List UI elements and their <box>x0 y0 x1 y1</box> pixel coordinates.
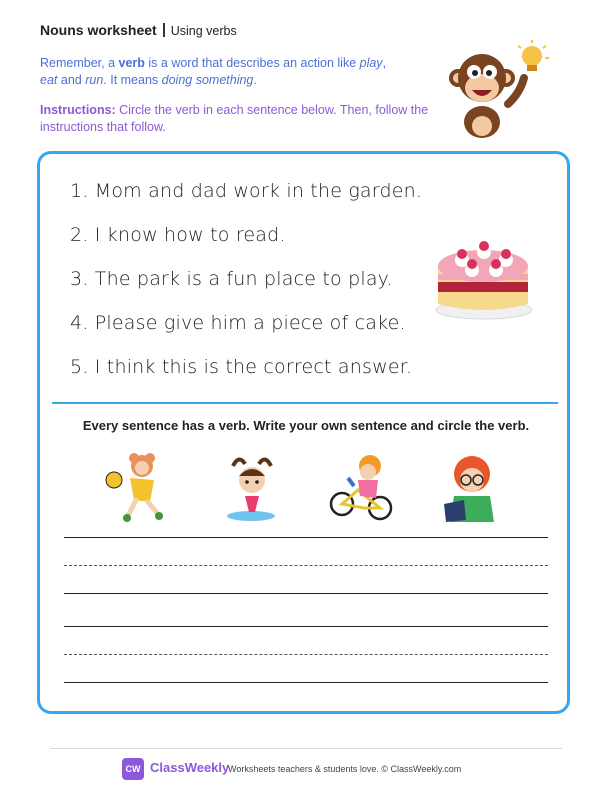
intro-part: and <box>57 73 86 87</box>
sentence-5: 5. I think this is the correct answer. <box>70 356 413 378</box>
intro-part: , <box>382 56 387 70</box>
sentence-2: 2. I know how to read. <box>70 224 286 246</box>
brand-name: ClassWeekly <box>150 760 230 775</box>
writing-line-solid <box>64 626 548 627</box>
section-divider <box>52 402 558 404</box>
kid-bicycle-icon <box>328 450 398 525</box>
writing-task: Every sentence has a verb. Write your own sentence and circle the verb. <box>82 418 530 433</box>
instructions-label: Instructions: <box>40 103 116 117</box>
intro-example-run: run <box>85 73 104 87</box>
sentence-3: 3. The park is a fun place to play. <box>70 268 393 290</box>
kid-swimming-icon <box>215 450 285 525</box>
writing-line-solid <box>64 682 548 683</box>
instructions-body: Circle the verb in each sentence below. Then, follow the instructions that follow. <box>40 103 429 134</box>
intro-example-play: play <box>359 56 383 70</box>
sentence-list <box>70 176 422 396</box>
sentence-1: 1. Mom and dad work in the garden. <box>70 180 423 202</box>
cake-icon <box>432 224 532 324</box>
instructions-text <box>40 102 430 136</box>
intro-meaning: doing something <box>161 73 254 87</box>
intro-part: . It means <box>103 73 162 87</box>
sentence-4: 4. Please give him a piece of cake. <box>70 312 406 334</box>
monkey-lightbulb-icon <box>436 38 556 138</box>
intro-example-eat: eat <box>40 73 58 87</box>
intro-part: Remember, a <box>40 56 119 70</box>
worksheet-title: Nouns worksheet <box>40 22 157 38</box>
writing-line-solid <box>64 537 548 538</box>
kid-soccer-icon <box>100 450 170 525</box>
footer-divider <box>50 748 562 749</box>
intro-part: . <box>253 73 257 87</box>
classweekly-logo-icon: CW <box>122 758 144 780</box>
writing-line-solid <box>64 593 548 594</box>
header-separator <box>163 23 165 37</box>
intro-part: is a word that describes an action like <box>144 56 360 70</box>
worksheet-header <box>40 22 237 38</box>
intro-text <box>40 55 400 89</box>
footer-tagline: Worksheets teachers & students love. © ClassWeekly.com <box>228 764 462 774</box>
writing-line-dashed <box>64 565 548 566</box>
kid-reading-icon <box>438 450 508 525</box>
worksheet-subtitle: Using verbs <box>170 24 237 38</box>
intro-verb-term: verb <box>118 56 145 70</box>
writing-line-dashed <box>64 654 548 655</box>
